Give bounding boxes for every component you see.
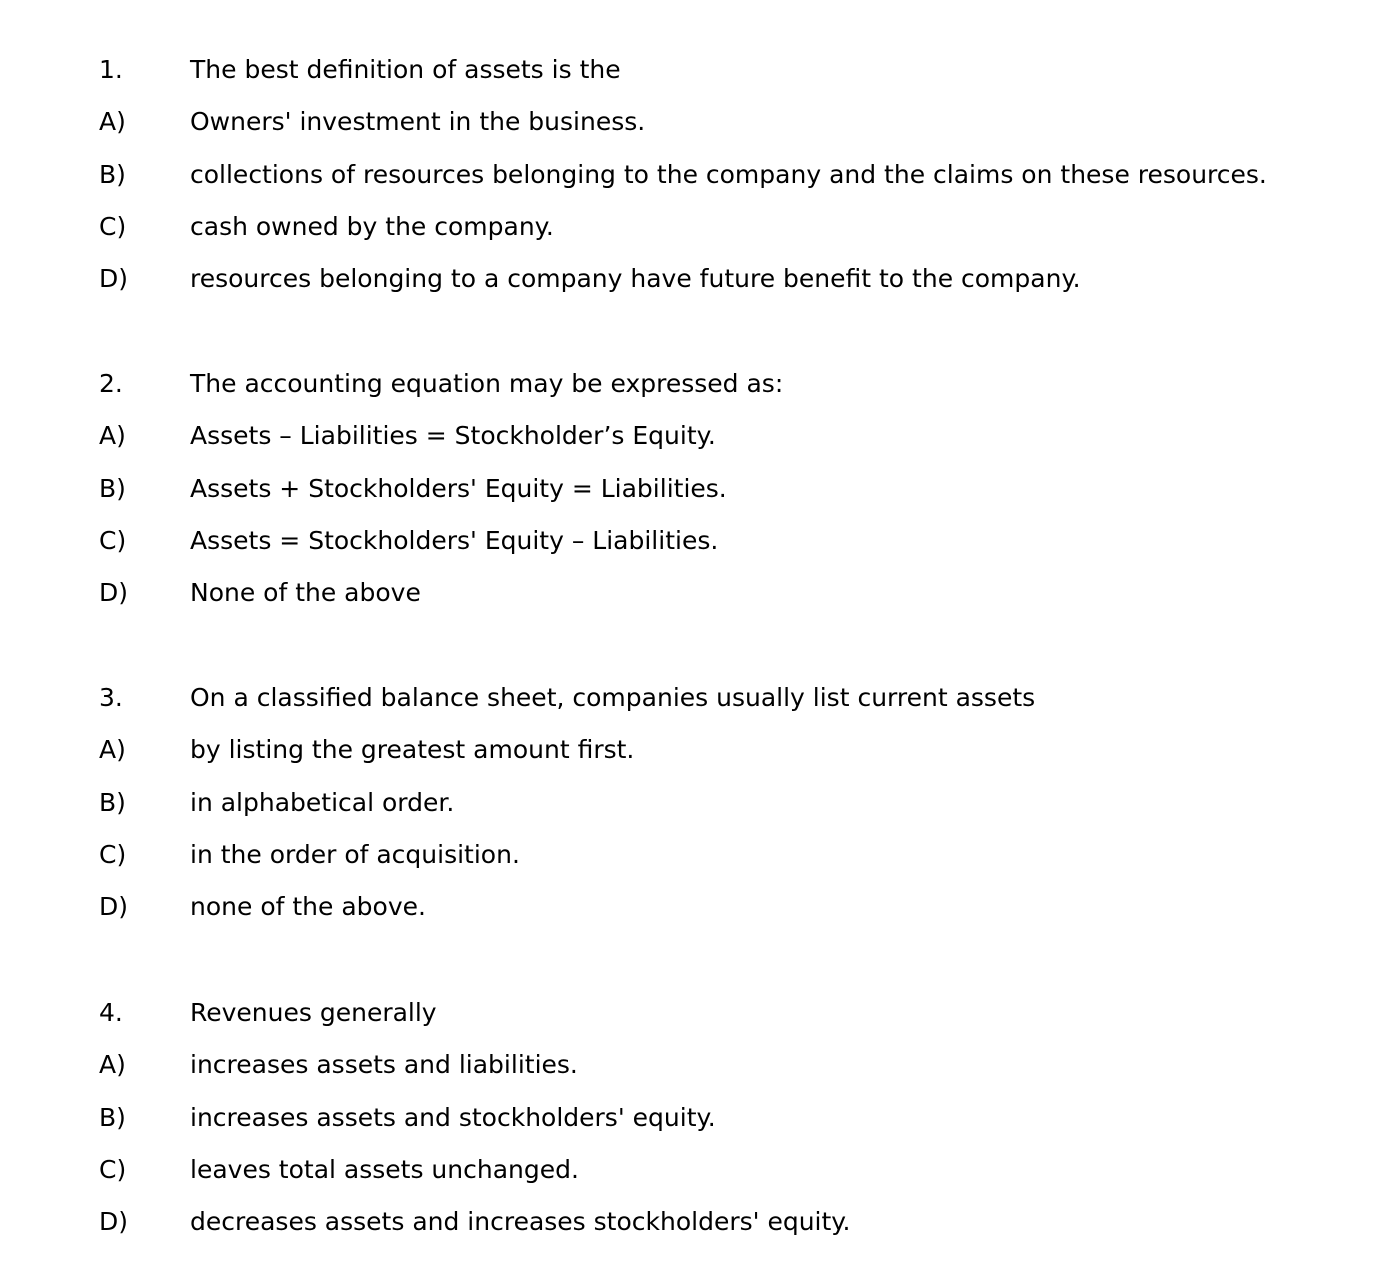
question-number: 3.: [99, 683, 123, 712]
option-a: [0, 416, 1376, 456]
option-text: increases assets and liabilities.: [190, 1050, 578, 1079]
option-d: [0, 259, 1376, 299]
option-label: A): [99, 1050, 126, 1079]
question-stem: On a classified balance sheet, companies usually list current assets: [190, 683, 1036, 712]
option-label: C): [99, 1155, 127, 1184]
option-d: [0, 1202, 1376, 1242]
option-b: [0, 1098, 1376, 1138]
option-text: in alphabetical order.: [190, 788, 455, 817]
option-text: increases assets and stockholders' equity.: [190, 1103, 716, 1132]
question-number: 1.: [99, 55, 123, 84]
option-c: [0, 521, 1376, 561]
question-stem-row: [0, 678, 1376, 718]
option-b: [0, 783, 1376, 823]
option-text: none of the above.: [190, 892, 426, 921]
option-text: in the order of acquisition.: [190, 840, 520, 869]
question-number: 2.: [99, 369, 123, 398]
option-text: Assets – Liabilities = Stockholder’s Equity.: [190, 421, 716, 450]
option-b: [0, 469, 1376, 509]
option-d: [0, 887, 1376, 927]
option-label: D): [99, 892, 129, 921]
option-label: C): [99, 840, 127, 869]
question-stem-row: [0, 993, 1376, 1033]
question-stem-row: [0, 50, 1376, 90]
question-number: 4.: [99, 998, 123, 1027]
option-label: B): [99, 788, 126, 817]
option-text: Owners' investment in the business.: [190, 107, 646, 136]
option-a: [0, 730, 1376, 770]
option-d: [0, 573, 1376, 613]
option-label: D): [99, 264, 129, 293]
option-label: A): [99, 107, 126, 136]
option-c: [0, 835, 1376, 875]
option-label: B): [99, 160, 126, 189]
option-label: D): [99, 578, 129, 607]
option-b: [0, 155, 1376, 195]
option-text: collections of resources belonging to the company and the claims on these resources.: [190, 160, 1267, 189]
option-text: by listing the greatest amount first.: [190, 735, 635, 764]
option-a: [0, 102, 1376, 142]
option-label: C): [99, 526, 127, 555]
option-c: [0, 207, 1376, 247]
option-label: B): [99, 1103, 126, 1132]
option-text: resources belonging to a company have future benefit to the company.: [190, 264, 1081, 293]
option-label: D): [99, 1207, 129, 1236]
option-text: cash owned by the company.: [190, 212, 554, 241]
question-stem: The best definition of assets is the: [190, 55, 621, 84]
option-c: [0, 1150, 1376, 1190]
option-text: None of the above: [190, 578, 421, 607]
option-text: Assets + Stockholders' Equity = Liabilities.: [190, 474, 727, 503]
option-label: B): [99, 474, 126, 503]
option-label: A): [99, 421, 126, 450]
option-label: A): [99, 735, 126, 764]
option-text: Assets = Stockholders' Equity – Liabilities.: [190, 526, 719, 555]
question-stem: Revenues generally: [190, 998, 437, 1027]
option-text: leaves total assets unchanged.: [190, 1155, 579, 1184]
option-label: C): [99, 212, 127, 241]
option-text: decreases assets and increases stockholders' equity.: [190, 1207, 851, 1236]
question-stem-row: [0, 364, 1376, 404]
option-a: [0, 1045, 1376, 1085]
question-stem: The accounting equation may be expressed as:: [190, 369, 784, 398]
